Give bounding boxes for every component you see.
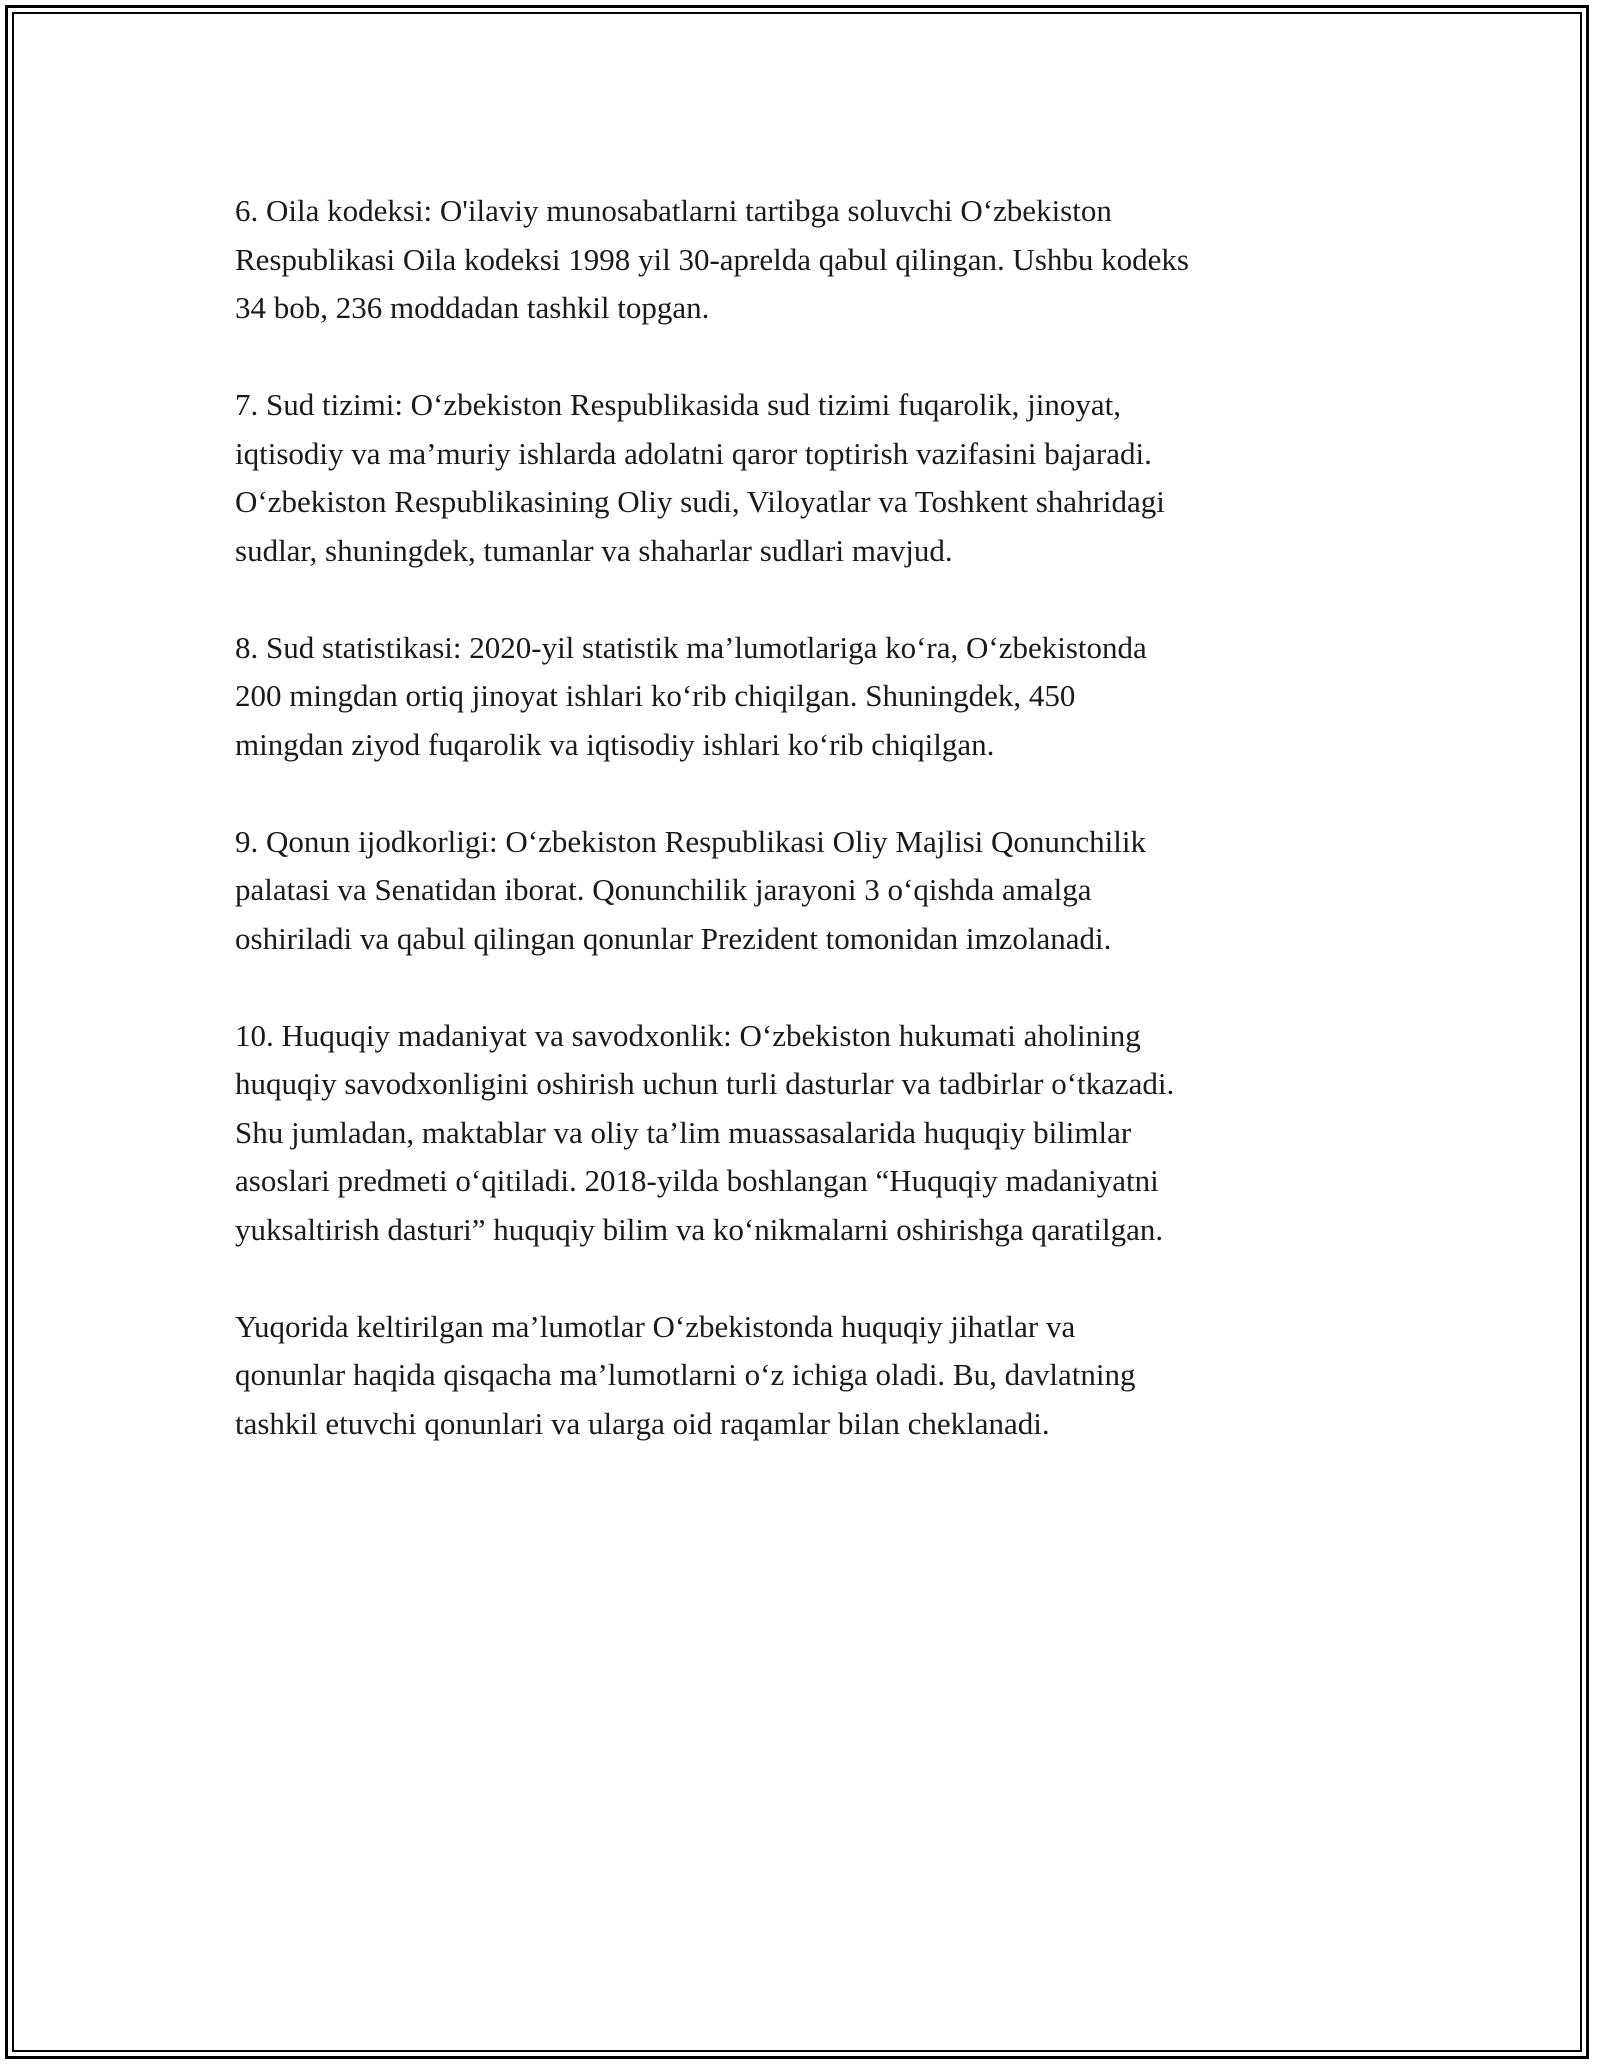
text-line: 34 bob, 236 moddadan tashkil topgan. [235, 290, 710, 325]
text-line: Yuqorida keltirilgan ma’lumotlar O‘zbekistonda huquqiy jihatlar va [235, 1308, 1076, 1344]
text-line: tashkil etuvchi qonunlari va ularga oid raqamlar bilan cheklanadi. [235, 1405, 1050, 1441]
paragraph-court-statistics [235, 624, 1370, 770]
text-line: yuksaltirish dasturi” huquqiy bilim va ko‘nikmalarni oshirishga qaratilgan. [235, 1211, 1164, 1247]
text-line: palatasi va Senatidan iborat. Qonunchilik jarayoni 3 o‘qishda amalga [235, 872, 1092, 907]
text-line: Shu jumladan, maktablar va oliy ta’lim muassasalarida huquqiy bilimlar [235, 1114, 1132, 1150]
text-line: 7. Sud tizimi: O‘zbekiston Respublikasida sud tizimi fuqarolik, jinoyat, [235, 387, 1121, 422]
text-line: 6. Oila kodeksi: O'ilaviy munosabatlarni tartibga soluvchi O‘zbekiston [235, 193, 1112, 228]
paragraph-legal-culture [235, 1012, 1370, 1255]
paragraph-court-system [235, 381, 1370, 575]
text-line: O‘zbekiston Respublikasining Oliy sudi, Viloyatlar va Toshkent shahridagi [235, 484, 1165, 519]
text-line: sudlar, shuningdek, tumanlar va shaharlar sudlari mavjud. [235, 532, 953, 568]
text-line: Respublikasi Oila kodeksi 1998 yil 30-aprelda qabul qilingan. Ushbu kodeks [235, 241, 1189, 277]
text-line: iqtisodiy va ma’muriy ishlarda adolatni qaror toptirish vazifasini bajaradi. [235, 435, 1152, 471]
text-line: 200 mingdan ortiq jinoyat ishlari ko‘rib chiqilgan. Shuningdek, 450 [235, 678, 1076, 713]
text-line: mingdan ziyod fuqarolik va iqtisodiy ishlari ko‘rib chiqilgan. [235, 726, 995, 762]
document-body [235, 187, 1370, 1497]
text-line: qonunlar haqida qisqacha ma’lumotlarni o‘z ichiga oladi. Bu, davlatning [235, 1357, 1136, 1392]
paragraph-conclusion [235, 1303, 1370, 1449]
text-line: asoslari predmeti o‘qitiladi. 2018-yilda boshlangan “Huquqiy madaniyatni [235, 1163, 1159, 1198]
text-line: huquqiy savodxonligini oshirish uchun turli dasturlar va tadbirlar o‘tkazadi. [235, 1066, 1175, 1101]
text-line: oshiriladi va qabul qilingan qonunlar Prezident tomonidan imzolanadi. [235, 920, 1112, 956]
paragraph-family-code [235, 187, 1370, 333]
text-line: 9. Qonun ijodkorligi: O‘zbekiston Respublikasi Oliy Majlisi Qonunchilik [235, 823, 1147, 859]
text-line: 8. Sud statistikasi: 2020-yil statistik ma’lumotlariga ko‘ra, O‘zbekistonda [235, 629, 1147, 665]
text-line: 10. Huquqiy madaniyat va savodxonlik: O‘zbekiston hukumati aholining [235, 1017, 1141, 1053]
paragraph-lawmaking [235, 818, 1370, 964]
